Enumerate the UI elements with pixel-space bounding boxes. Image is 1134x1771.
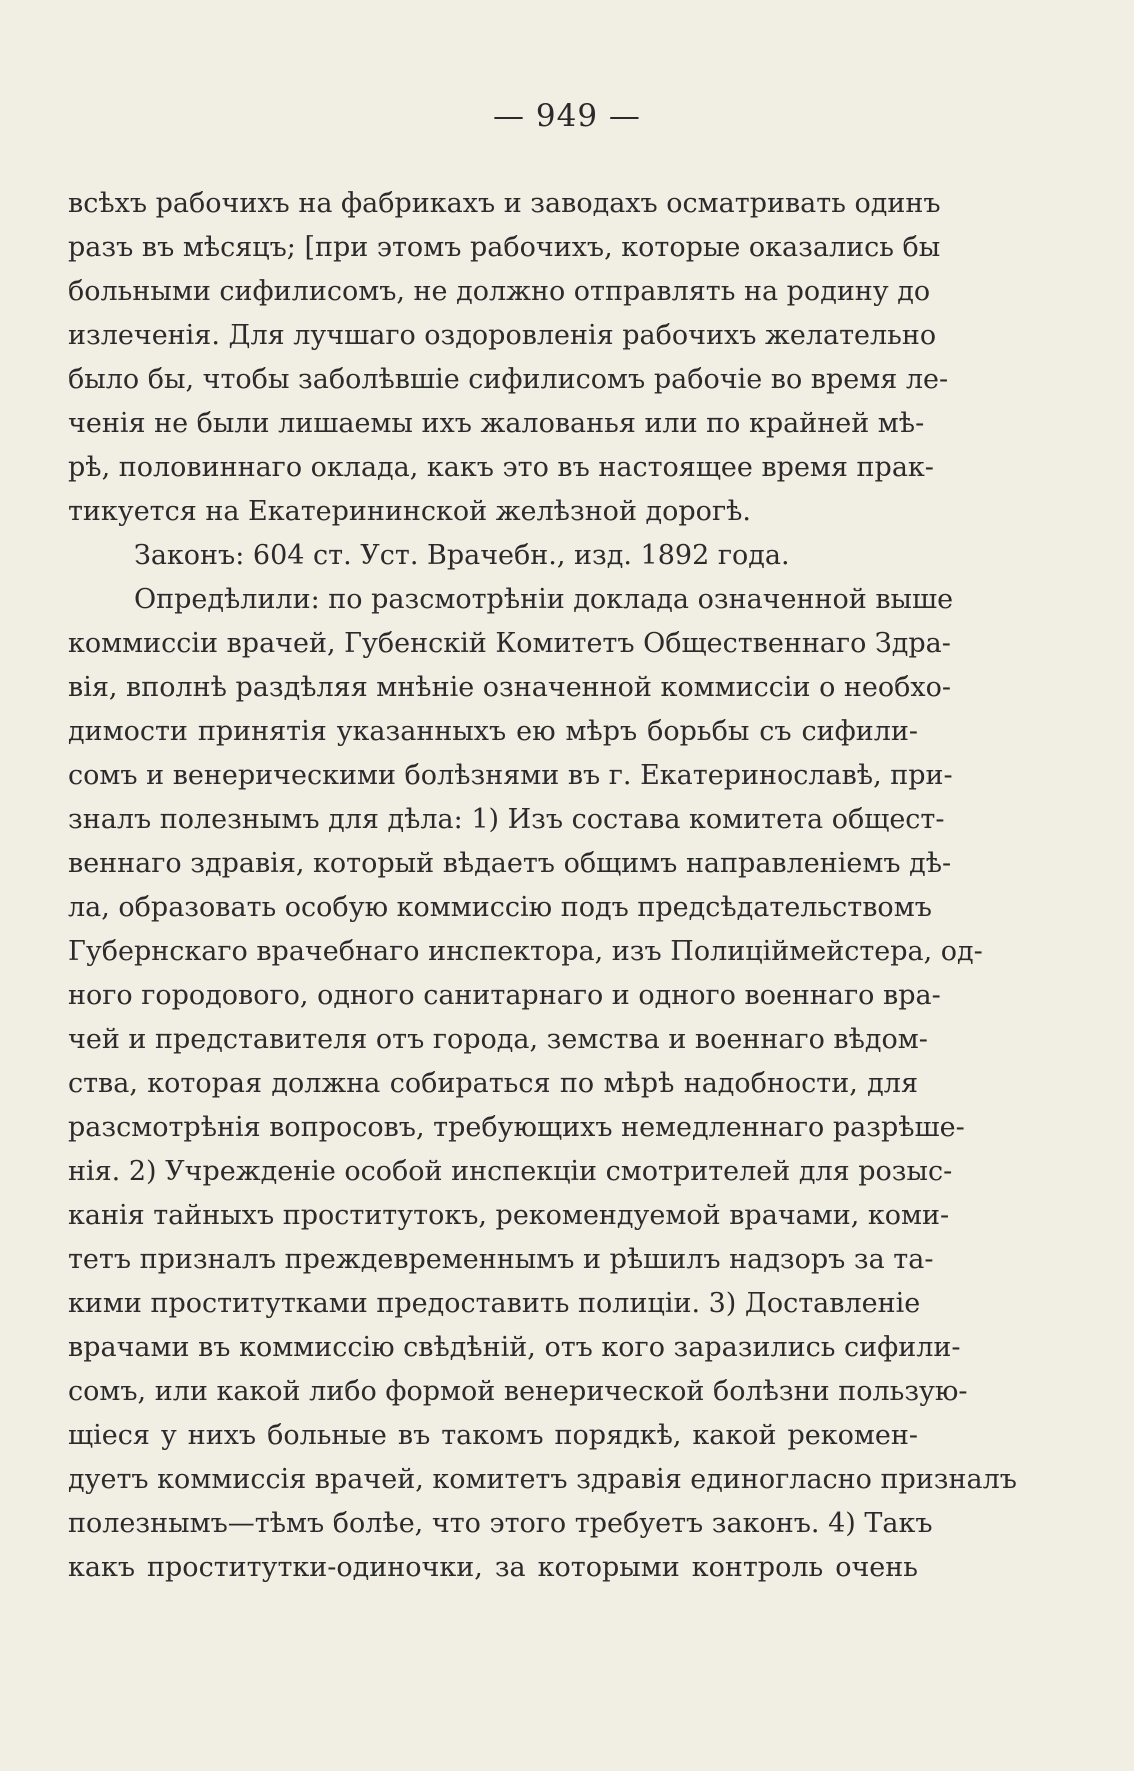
- text-line: всѣхъ рабочихъ на фабрикахъ и заводахъ осматривать одинъ: [68, 188, 941, 219]
- text-line: разсмотрѣнія вопросовъ, требующихъ немедленнаго разрѣше-: [68, 1112, 965, 1143]
- text-line: ченія не были лишаемы ихъ жалованья или по крайней мѣ-: [68, 408, 925, 439]
- text-line: дуетъ коммиссія врачей, комитетъ здравія единогласно призналъ: [68, 1464, 1017, 1495]
- text-line: Губернскаго врачебнаго инспектора, изъ Полиціймейстера, од-: [68, 936, 983, 967]
- body-text: [68, 182, 1017, 1590]
- text-line: нія. 2) Учрежденіе особой инспекціи смотрителей для розыс-: [68, 1156, 953, 1187]
- text-line: сомъ и венерическими болѣзнями въ г. Екатеринославѣ, при-: [68, 760, 953, 791]
- text-line: ла, образовать особую коммиссію подъ предсѣдательствомъ: [68, 892, 932, 923]
- text-line: разъ въ мѣсяцъ; [при этомъ рабочихъ, которые оказались бы: [68, 232, 941, 263]
- page-number: — 949 —: [493, 98, 641, 134]
- text-line: щіеся у нихъ больные въ такомъ порядкѣ, какой рекомен-: [68, 1420, 918, 1451]
- text-line: полезнымъ—тѣмъ болѣе, что этого требуетъ законъ. 4) Такъ: [68, 1508, 933, 1539]
- text-line: излеченія. Для лучшаго оздоровленія рабочихъ желательно: [68, 320, 937, 351]
- text-line: сомъ, или какой либо формой венерической болѣзни пользую-: [68, 1376, 968, 1407]
- text-line: тикуется на Екатерининской желѣзной дорогѣ.: [68, 496, 751, 527]
- text-line: тетъ призналъ преждевременнымъ и рѣшилъ надзоръ за та-: [68, 1244, 934, 1275]
- text-line: врачами въ коммиссію свѣдѣній, отъ кого заразились сифили-: [68, 1332, 961, 1363]
- text-line: димости принятія указанныхъ ею мѣръ борьбы съ сифили-: [68, 716, 918, 747]
- text-line: ного городового, одного санитарнаго и одного военнаго вра-: [68, 980, 941, 1011]
- text-line: какъ проститутки-одиночки, за которыми контроль очень: [68, 1552, 918, 1583]
- text-line: было бы, чтобы заболѣвшіе сифилисомъ рабочіе во время ле-: [68, 364, 949, 395]
- text-line: веннаго здравія, который вѣдаетъ общимъ направленіемъ дѣ-: [68, 848, 952, 879]
- text-line: коммиссіи врачей, Губенскій Комитетъ Общественнаго Здра-: [68, 628, 951, 659]
- text-line: кими проститутками предоставить полиціи. 3) Доставленіе: [68, 1288, 921, 1319]
- text-line: рѣ, половиннаго оклада, какъ это въ настоящее время прак-: [68, 452, 934, 483]
- text-line: канія тайныхъ проститутокъ, рекомендуемой врачами, коми-: [68, 1200, 950, 1231]
- text-line: вія, вполнѣ раздѣляя мнѣніе означенной коммиссіи о необхо-: [68, 672, 952, 703]
- text-line: больными сифилисомъ, не должно отправлять на родину до: [68, 276, 931, 307]
- text-line: ства, которая должна собираться по мѣрѣ надобности, для: [68, 1068, 918, 1099]
- text-line: Опредѣлили: по разсмотрѣніи доклада означенной выше: [134, 584, 954, 615]
- law-reference-line: Законъ: 604 ст. Уст. Врачебн., изд. 1892 года.: [134, 540, 790, 571]
- text-line: зналъ полезнымъ для дѣла: 1) Изъ состава комитета общест-: [68, 804, 945, 835]
- text-line: чей и представителя отъ города, земства и военнаго вѣдом-: [68, 1024, 928, 1055]
